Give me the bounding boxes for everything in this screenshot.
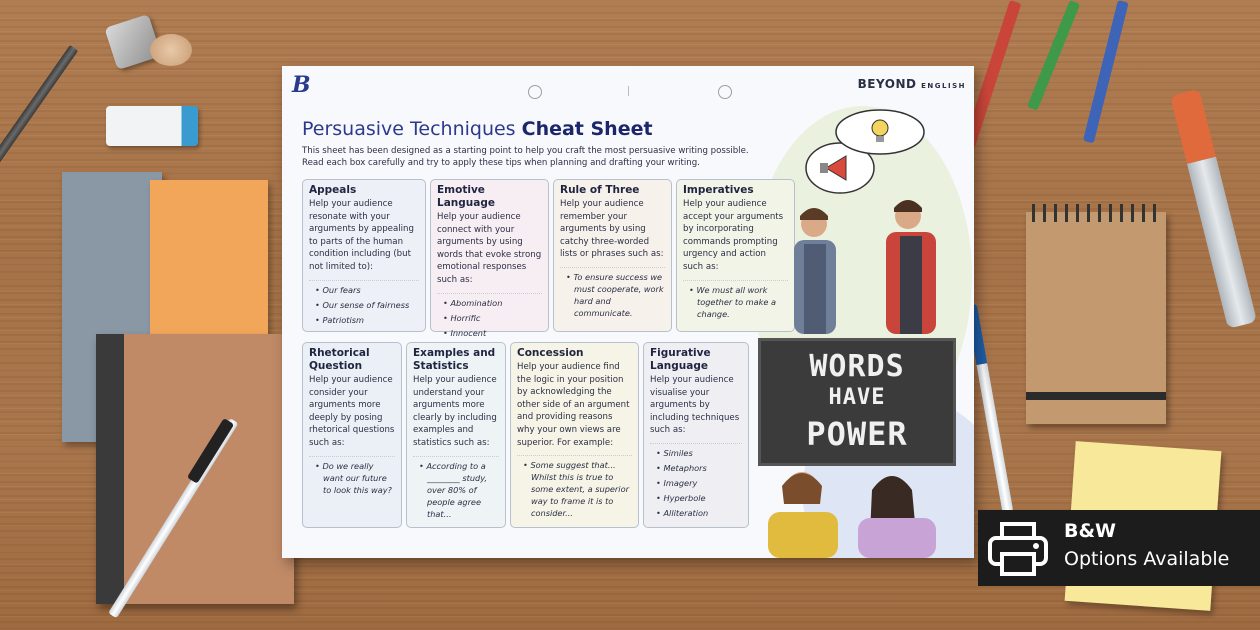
- bullet-item: • Horrific: [437, 312, 542, 324]
- badge-title: B&W: [1064, 520, 1117, 542]
- bullet-item: • Patriotism: [309, 314, 419, 326]
- lightbulb-bubble-icon: [836, 110, 924, 154]
- card-body: Help your audience remember your arguments by using catchy three-worded lists or phrases such as:: [560, 199, 664, 260]
- card-title: Rule of Three: [560, 184, 640, 196]
- chalk-word: HAVE: [828, 385, 886, 410]
- fold-mark: [628, 86, 629, 96]
- bullet-item: • Similes: [650, 447, 742, 459]
- page-title: [302, 118, 653, 140]
- card-bullets: [309, 456, 395, 496]
- card-imperatives: [676, 179, 795, 332]
- bullet-item: • Hyperbole: [650, 492, 742, 504]
- card-emotive-language: [430, 179, 549, 338]
- card-bullets: [413, 456, 499, 520]
- card-bullets: [683, 280, 788, 320]
- notepad-band: [1026, 392, 1166, 400]
- card-body: Help your audience visualise your arguments by including techniques such as:: [650, 375, 740, 436]
- bullet-item: • Some suggest that... Whilst this is true to some extent, a superior way to frame it is to consider...: [517, 459, 632, 519]
- card-title: Rhetorical Question: [309, 347, 370, 372]
- card-rule-of-three: [553, 179, 672, 332]
- girls-illustration: [760, 464, 960, 558]
- person-right: [886, 200, 936, 334]
- card-body: Help your audience consider your arguments more deeply by posing rhetorical questions such as:: [309, 375, 395, 448]
- person-left: [794, 208, 836, 334]
- bullet-item: • To ensure success we must cooperate, work hard and communicate.: [560, 271, 665, 319]
- girl-left: [768, 472, 838, 558]
- bullet-item: • Do we really want our future to look this way?: [309, 460, 395, 496]
- pencil-shaving: [150, 34, 192, 66]
- brand-main: BEYOND: [857, 77, 917, 91]
- card-bullets: [309, 280, 419, 326]
- bw-options-badge: [978, 510, 1260, 586]
- pencil: [0, 45, 78, 182]
- card-figurative-language: [643, 342, 749, 528]
- title-prefix: Persuasive Techniques: [302, 118, 522, 140]
- card-concession: [510, 342, 639, 528]
- bullet-item: • Our fears: [309, 284, 419, 296]
- bullet-item: • Metaphors: [650, 462, 742, 474]
- bullet-item: • We must all work together to make a change.: [683, 284, 788, 320]
- card-body: Help your audience resonate with your arguments by appealing to parts of the human condition including (but not limited to):: [309, 199, 414, 272]
- green-pencil: [1027, 0, 1080, 111]
- logo-icon: B: [292, 72, 311, 98]
- spiral-rings: [1032, 204, 1162, 222]
- card-bullets: [517, 455, 632, 519]
- eraser: [106, 106, 198, 146]
- card-appeals: [302, 179, 426, 332]
- brand-name: [858, 77, 966, 91]
- title-bold: Cheat Sheet: [521, 118, 653, 140]
- brand-sub: ENGLISH: [921, 82, 966, 90]
- punch-hole: [528, 85, 542, 99]
- card-title: Appeals: [309, 184, 357, 196]
- bullet-item: • Abomination: [437, 297, 542, 309]
- bullet-item: • Imagery: [650, 477, 742, 489]
- card-title: Concession: [517, 347, 584, 359]
- printer-icon: [986, 520, 1050, 578]
- marker: [1170, 89, 1257, 329]
- card-bullets: [650, 443, 742, 519]
- card-title: Emotive Language: [437, 184, 495, 209]
- bullet-item: • Alliteration: [650, 507, 742, 519]
- orange-notebook: [150, 180, 268, 340]
- badge-subtitle: Options Available: [1064, 548, 1230, 570]
- chalkboard: [758, 338, 956, 466]
- card-bullets: [560, 267, 665, 319]
- chalk-word: WORDS: [809, 349, 905, 384]
- blue-pencil: [1083, 0, 1129, 143]
- card-rhetorical-question: [302, 342, 402, 528]
- card-bullets: [437, 293, 542, 339]
- intro-text: This sheet has been designed as a starting point to help you craft the most persuasive writing possible. Read each box carefully and try to apply these tips when planning and drafting your writing.: [302, 146, 749, 168]
- cheat-sheet: [282, 66, 974, 558]
- card-body: Help your audience find the logic in your position by acknowledging the other side of an argument and providing reasons why your own views are superior. For example:: [517, 362, 630, 448]
- bullet-item: • Innocent: [437, 327, 542, 339]
- card-body: Help your audience accept your arguments by incorporating commands prompting urgency and action such as:: [683, 199, 784, 272]
- punch-hole: [718, 85, 732, 99]
- card-title: Imperatives: [683, 184, 754, 196]
- card-body: Help your audience understand your arguments more clearly by including examples and statistics such as:: [413, 375, 497, 448]
- bullet-item: • According to a ________ study, over 80% of people agree that...: [413, 460, 499, 520]
- card-body: Help your audience connect with your arguments by using words that evoke strong emotional responses such as:: [437, 212, 542, 285]
- girl-right: [858, 476, 936, 558]
- card-title: Figurative Language: [650, 347, 711, 372]
- bullet-item: • Our sense of fairness: [309, 299, 419, 311]
- chalk-word: POWER: [806, 415, 908, 453]
- card-examples-and-statistics: [406, 342, 506, 528]
- card-title: Examples and Statistics: [413, 347, 496, 372]
- discussion-illustration: [782, 106, 972, 334]
